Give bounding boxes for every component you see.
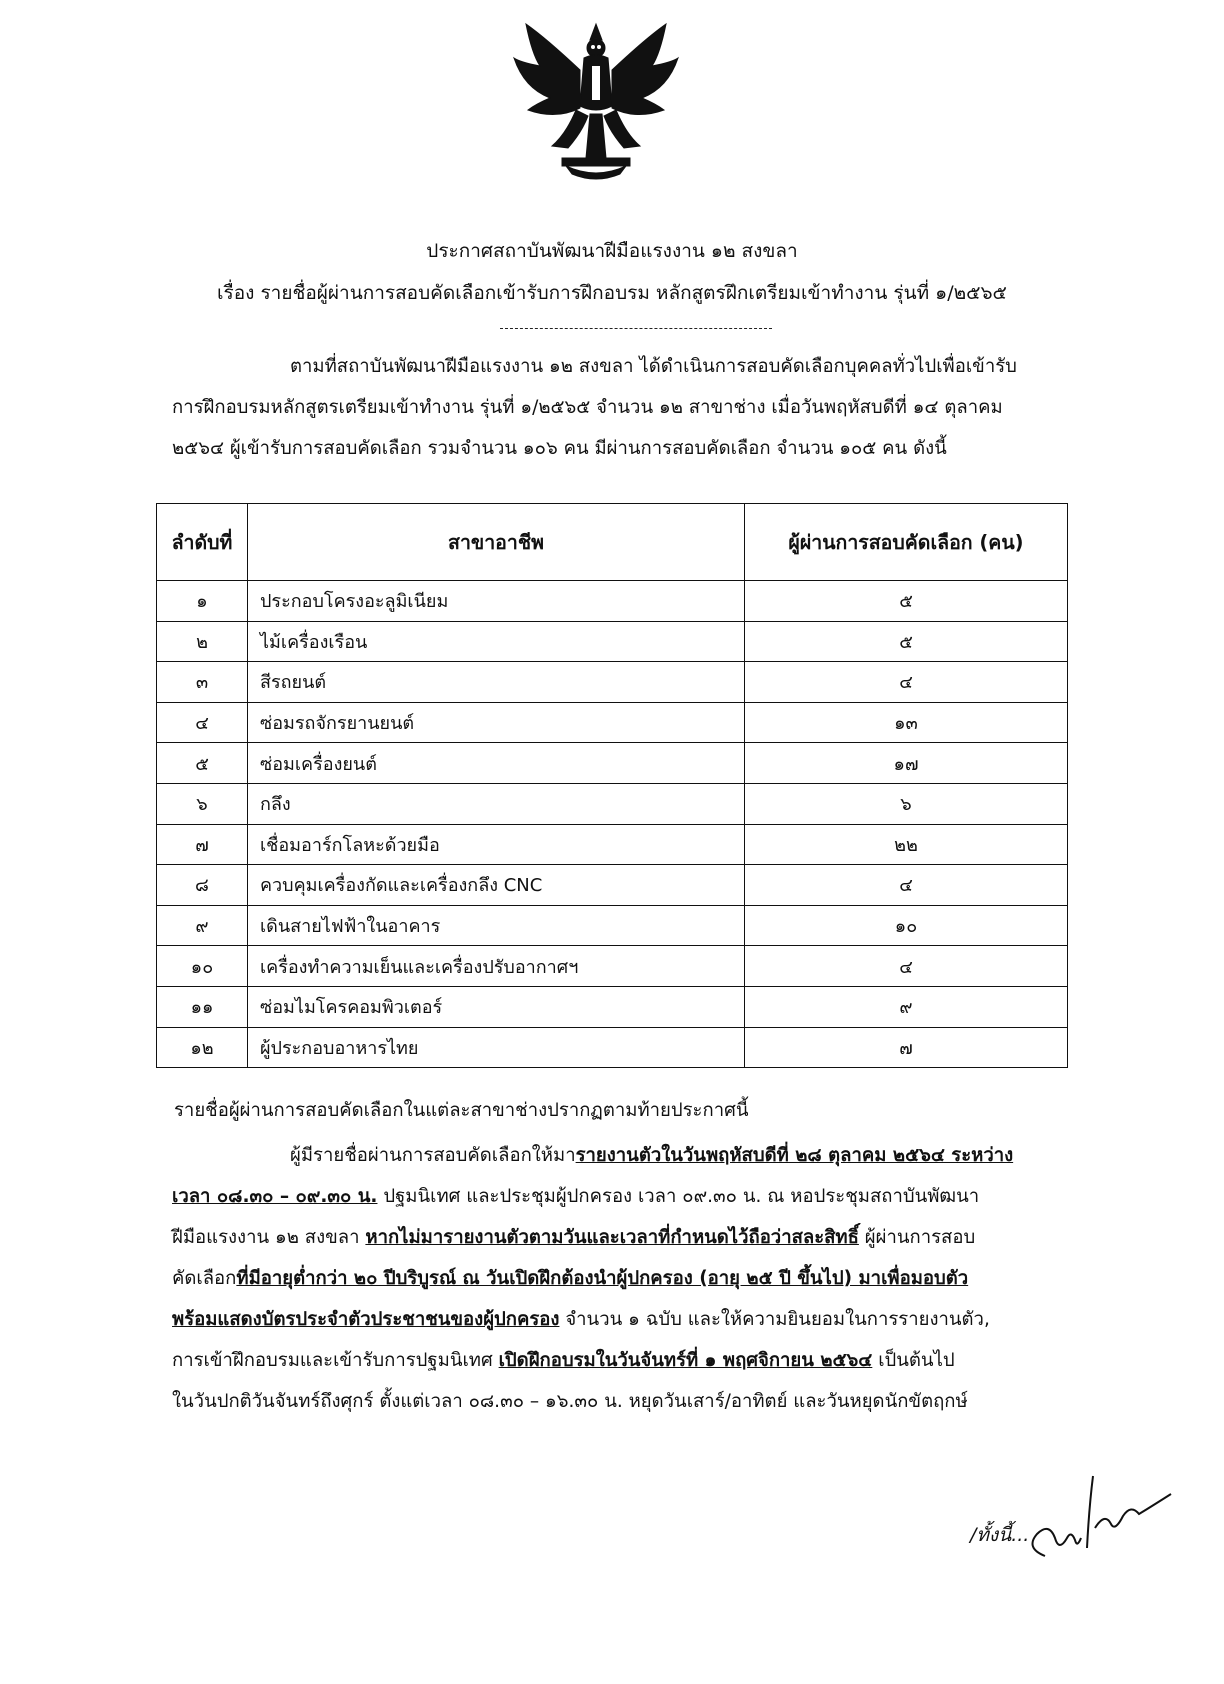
row-branch: ซ่อมไมโครคอมพิวเตอร์ <box>248 986 745 1027</box>
row-count: ๑๗ <box>745 743 1068 784</box>
row-count: ๖ <box>745 783 1068 824</box>
row-no: ๔ <box>157 702 248 743</box>
report-text: จำนวน ๑ ฉบับ และให้ความยินยอมในการรายงานตัว, <box>559 1309 990 1330</box>
row-branch: กลึง <box>248 783 745 824</box>
row-branch: เดินสายไฟฟ้าในอาคาร <box>248 905 745 946</box>
table-row <box>157 986 1068 1027</box>
row-no: ๘ <box>157 865 248 906</box>
report-text: ผู้ผ่านการสอบ <box>858 1227 976 1248</box>
report-emphasis: ที่มีอายุต่ำกว่า ๒๐ ปีบริบูรณ์ ณ วันเปิดฝึกต้องนำผู้ปกครอง (อายุ ๒๕ ปี ขึ้นไป) มาเพื่อมอบตัว <box>236 1268 969 1289</box>
report-emphasis: เวลา ๐๘.๓๐ – ๐๙.๓๐ น. <box>172 1186 378 1207</box>
row-no: ๗ <box>157 824 248 865</box>
continued-marker: /ทั้งนี้... <box>970 1524 1030 1546</box>
col-header-count: ผู้ผ่านการสอบคัดเลือก (คน) <box>745 504 1068 581</box>
report-line <box>172 1311 1110 1352</box>
report-emphasis: หากไม่มารายงานตัวตามวันและเวลาที่กำหนดไว้ถือว่าสละสิทธิ์ <box>365 1227 859 1248</box>
row-no: ๑ <box>157 581 248 622</box>
row-no: ๑๐ <box>157 946 248 987</box>
row-count: ๑๓ <box>745 702 1068 743</box>
report-emphasis: เปิดฝึกอบรมในวันจันทร์ที่ ๑ พฤศจิกายน ๒๕๖๔ <box>498 1350 873 1371</box>
table-row <box>157 621 1068 662</box>
announcement-subject: เรื่อง รายชื่อผู้ผ่านการสอบคัดเลือกเข้ารับการฝึกอบรม หลักสูตรฝึกเตรียมเข้าทำงาน รุ่นที่ ๑/๒๕๖๕ <box>217 282 1007 304</box>
row-no: ๙ <box>157 905 248 946</box>
report-line: ในวันปกติวันจันทร์ถึงศุกร์ ตั้งแต่เวลา ๐๘.๓๐ – ๑๖.๓๐ น. หยุดวันเสาร์/อาทิตย์ และวันหยุดนักขัตฤกษ์ <box>172 1391 968 1412</box>
row-no: ๓ <box>157 662 248 703</box>
row-branch: ซ่อมเครื่องยนต์ <box>248 743 745 784</box>
divider <box>500 328 772 329</box>
table-row <box>157 581 1068 622</box>
row-count: ๔ <box>745 865 1068 906</box>
row-no: ๑๒ <box>157 1027 248 1068</box>
row-count: ๗ <box>745 1027 1068 1068</box>
table-row <box>157 865 1068 906</box>
intro-line: ๒๕๖๔ ผู้เข้ารับการสอบคัดเลือก รวมจำนวน ๑๐๖ คน มีผ่านการสอบคัดเลือก จำนวน ๑๐๕ คน ดังนี้ <box>172 438 947 459</box>
table-row <box>157 702 1068 743</box>
table-row <box>157 662 1068 703</box>
report-line <box>172 1229 1110 1270</box>
table-row <box>157 824 1068 865</box>
row-no: ๖ <box>157 783 248 824</box>
row-count: ๕ <box>745 581 1068 622</box>
report-text: ผู้มีรายชื่อผ่านการสอบคัดเลือกให้มา <box>290 1145 576 1166</box>
results-table <box>156 503 1068 1068</box>
row-count: ๙ <box>745 986 1068 1027</box>
row-branch: เครื่องทำความเย็นและเครื่องปรับอากาศฯ <box>248 946 745 987</box>
row-branch: ผู้ประกอบอาหารไทย <box>248 1027 745 1068</box>
row-branch: สีรถยนต์ <box>248 662 745 703</box>
row-count: ๔ <box>745 946 1068 987</box>
table-row <box>157 905 1068 946</box>
row-no: ๒ <box>157 621 248 662</box>
row-count: ๔ <box>745 662 1068 703</box>
row-count: ๕ <box>745 621 1068 662</box>
col-header-no: ลำดับที่ <box>157 504 248 581</box>
report-line <box>172 1147 1110 1188</box>
row-branch: ประกอบโครงอะลูมิเนียม <box>248 581 745 622</box>
report-text: ปฐมนิเทศ และประชุมผู้ปกครอง เวลา ๐๙.๓๐ น. ณ หอประชุมสถาบันพัฒนา <box>377 1186 980 1207</box>
row-branch: ควบคุมเครื่องกัดและเครื่องกลึง CNC <box>248 865 745 906</box>
table-row <box>157 743 1068 784</box>
row-count: ๒๒ <box>745 824 1068 865</box>
table-row <box>157 946 1068 987</box>
row-no: ๑๑ <box>157 986 248 1027</box>
report-line <box>172 1352 1110 1393</box>
intro-line: การฝึกอบรมหลักสูตรเตรียมเข้าทำงาน รุ่นที่ ๑/๒๕๖๕ จำนวน ๑๒ สาขาช่าง เมื่อวันพฤหัสบดีที่ ๑๔ ตุลาคม <box>172 397 1003 418</box>
table-header-row <box>157 504 1068 581</box>
report-text: การเข้าฝึกอบรมและเข้ารับการปฐมนิเทศ <box>172 1350 499 1371</box>
row-branch: ไม้เครื่องเรือน <box>248 621 745 662</box>
intro-paragraph <box>172 358 1110 481</box>
report-emphasis: รายงานตัวในวันพฤหัสบดีที่ ๒๘ ตุลาคม ๒๕๖๔ ระหว่าง <box>575 1145 1014 1166</box>
row-count: ๑๐ <box>745 905 1068 946</box>
report-text: คัดเลือก <box>172 1268 237 1289</box>
row-branch: เชื่อมอาร์กโลหะด้วยมือ <box>248 824 745 865</box>
garuda-emblem-icon <box>506 18 686 183</box>
report-line <box>172 1270 1110 1311</box>
table-row <box>157 1027 1068 1068</box>
annex-note: รายชื่อผู้ผ่านการสอบคัดเลือกในแต่ละสาขาช่างปรากฏตามท้ายประกาศนี้ <box>174 1100 749 1121</box>
report-emphasis: พร้อมแสดงบัตรประจำตัวประชาชนของผู้ปกครอง <box>172 1309 560 1330</box>
report-text: เป็นต้นไป <box>872 1350 955 1371</box>
table-row <box>157 783 1068 824</box>
signature <box>1015 1468 1175 1568</box>
row-no: ๕ <box>157 743 248 784</box>
announcement-title: ประกาศสถาบันพัฒนาฝีมือแรงงาน ๑๒ สงขลา <box>426 240 798 262</box>
intro-line: ตามที่สถาบันพัฒนาฝีมือแรงงาน ๑๒ สงขลา ได้ดำเนินการสอบคัดเลือกบุคคลทั่วไปเพื่อเข้ารับ <box>290 356 1017 377</box>
row-branch: ซ่อมรถจักรยานยนต์ <box>248 702 745 743</box>
report-paragraph <box>172 1147 1110 1434</box>
col-header-branch: สาขาอาชีพ <box>248 504 745 581</box>
report-text: ฝีมือแรงงาน ๑๒ สงขลา <box>172 1227 366 1248</box>
report-line <box>172 1188 1110 1229</box>
